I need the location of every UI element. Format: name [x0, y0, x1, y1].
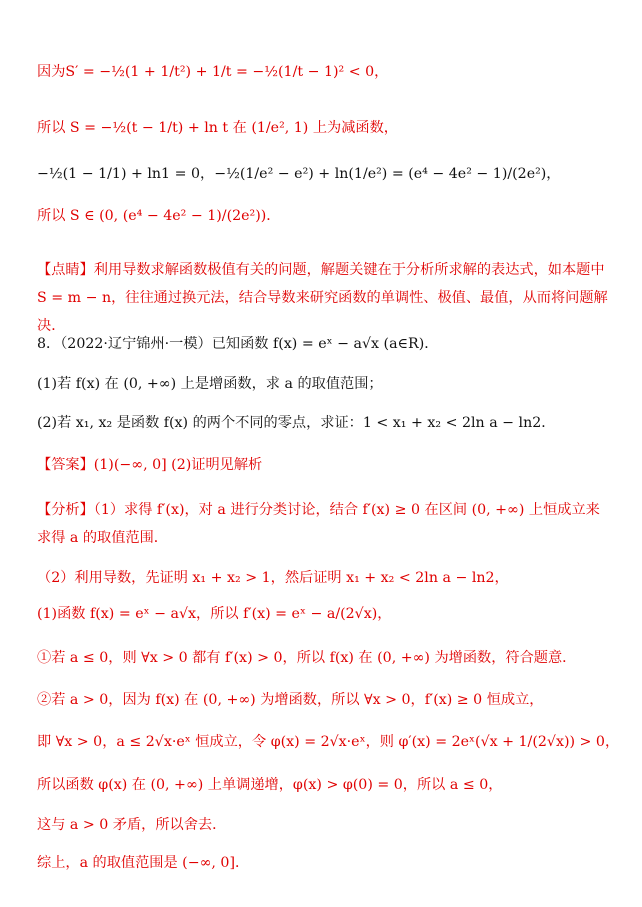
contradiction-line: 这与 a > 0 矛盾，所以舍去． — [37, 817, 227, 833]
problem-8-part-2: (2)若 x₁, x₂ 是函数 f(x) 的两个不同的零点，求证：1 < x₁ + x₂ < 2ln a − ln2． — [37, 415, 556, 431]
analysis-part-1: 【分析】（1）求得 f′(x)，对 a 进行分类讨论，结合 f′(x) ≥ 0 在区间 (0, +∞) 上恒成立来求得 a 的取值范围． — [37, 502, 600, 546]
answer-line: 【答案】(1)(−∞, 0] (2)证明见解析 — [37, 457, 263, 473]
decreasing-function-line: 所以 S = −½(t − 1/t) + ln t 在 (1/e², 1) 上为减函数， — [37, 120, 398, 136]
endpoint-values-line: −½(1 − 1/1) + ln1 = 0，−½(1/e² − e²) + ln(1/e²) = (e⁴ − 4e² − 1)/(2e²)， — [37, 166, 561, 182]
analysis-part-2: （2）利用导数，先证明 x₁ + x₂ > 1，然后证明 x₁ + x₂ < 2ln a − ln2， — [37, 570, 509, 586]
problem-8-statement: 8．（2022·辽宁锦州·一模）已知函数 f(x) = eˣ − a√x (a∈R)． — [37, 336, 439, 352]
derivative-s-line: 因为S′ = −½(1 + 1/t²) + 1/t = −½(1/t − 1)² < 0， — [37, 64, 389, 80]
case-a-positive: ②若 a > 0，因为 f(x) 在 (0, +∞) 为增函数，所以 ∀x > 0，f′(x) ≥ 0 恒成立， — [37, 692, 544, 708]
problem-8-part-1: (1)若 f(x) 在 (0, +∞) 上是增函数，求 a 的取值范围； — [37, 376, 383, 392]
solution-derivative-line: (1)函数 f(x) = eˣ − a√x，所以 f′(x) = eˣ − a/(2√x)， — [37, 606, 392, 622]
case-a-nonpositive: ①若 a ≤ 0，则 ∀x > 0 都有 f′(x) > 0，所以 f(x) 在 (0, +∞) 为增函数，符合题意． — [37, 650, 577, 666]
range-of-s-line: 所以 S ∈ (0, (e⁴ − 4e² − 1)/(2e²))． — [37, 208, 281, 224]
conclusion-line: 综上，a 的取值范围是 (−∞, 0]． — [37, 855, 250, 871]
phi-function-line: 即 ∀x > 0，a ≤ 2√x·eˣ 恒成立，令 φ(x) = 2√x·eˣ，则 φ′(x) = 2eˣ(√x + 1/(2√x)) > 0， — [37, 734, 620, 750]
phi-increasing-line: 所以函数 φ(x) 在 (0, +∞) 上单调递增，φ(x) > φ(0) = 0，所以 a ≤ 0， — [37, 777, 503, 793]
comment-paragraph: 【点睛】利用导数求解函数极值有关的问题，解题关键在于分析所求解的表达式，如本题中 S = m − n，往往通过换元法，结合导数来研究函数的单调性、极值、最值，从而将问题解决． — [37, 262, 608, 334]
